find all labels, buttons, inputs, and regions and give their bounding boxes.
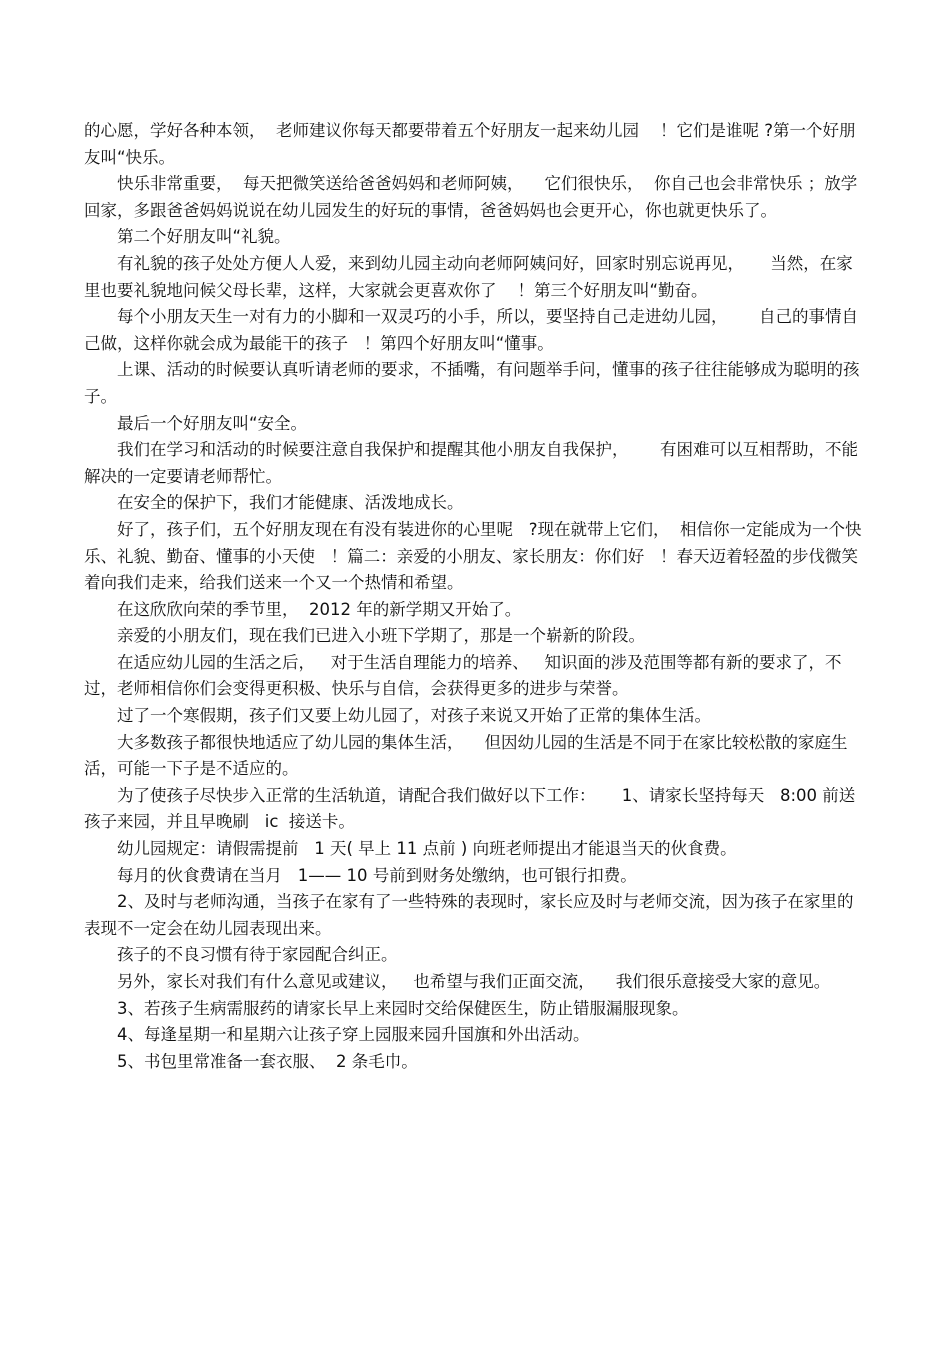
paragraph: 第二个好朋友叫“礼貌。 xyxy=(117,227,291,247)
paragraph: 最后一个好朋友叫“安全。 xyxy=(117,413,308,433)
paragraph: 上课、活动的时候要认真听请老师的要求，不插嘴，有问题举手问，懂事的孩子往往能够成为聪明的孩子。 xyxy=(84,360,860,406)
paragraph: 3、若孩子生病需服药的请家长早上来园时交给保健医生，防止错服漏服现象。 xyxy=(117,998,689,1018)
paragraph: 为了使孩子尽快步入正常的生活轨道，请配合我们做好以下工作： 1、请家长坚持每天 8:00 前送孩子来园，并且早晚刷 ic 接送卡。 xyxy=(84,785,856,832)
paragraph: 快乐非常重要， 每天把微笑送给爸爸妈妈和老师阿姨， 它们很快乐， 你自己也会非常快乐 ；放学回家，多跟爸爸妈妈说说在幼儿园发生的好玩的事情，爸爸妈妈也会更开心，你也就更快乐了。 xyxy=(84,174,858,220)
paragraph: 在安全的保护下，我们才能健康、活泼地成长。 xyxy=(117,493,464,513)
paragraph: 每个小朋友天生一对有力的小脚和一双灵巧的小手，所以，要坚持自己走进幼儿园， 自己的事情自己做，这样你就会成为最能干的孩子 ！第四个好朋友叫“懂事。 xyxy=(84,307,858,353)
paragraph: 2、及时与老师沟通，当孩子在家有了一些特殊的表现时，家长应及时与老师交流，因为孩子在家里的表现不一定会在幼儿园表现出来。 xyxy=(84,892,854,938)
paragraph: 有礼貌的孩子处处方便人人爱，来到幼儿园主动向老师阿姨问好，回家时别忘说再见， 当然，在家里也要礼貌地问候父母长辈，这样，大家就会更喜欢你了 ！第三个好朋友叫“勤奋。 xyxy=(84,253,853,300)
paragraph: 4、每逢星期一和星期六让孩子穿上园服来园升国旗和外出活动。 xyxy=(117,1025,590,1045)
paragraph: 亲爱的小朋友们，现在我们已进入小班下学期了，那是一个崭新的阶段。 xyxy=(117,626,645,646)
document-body xyxy=(84,118,866,1075)
paragraph: 我们在学习和活动的时候要注意自我保护和提醒其他小朋友自我保护， 有困难可以互相帮助，不能解决的一定要请老师帮忙。 xyxy=(84,440,858,486)
paragraph: 的心愿，学好各种本领， 老师建议你每天都要带着五个好朋友一起来幼儿园 ！它们是谁呢 ?第一个好朋友叫“快乐。 xyxy=(84,121,856,167)
paragraph: 大多数孩子都很快地适应了幼儿园的集体生活， 但因幼儿园的生活是不同于在家比较松散的家庭生活，可能一下子是不适应的。 xyxy=(84,732,848,779)
paragraph: 好了，孩子们，五个好朋友现在有没有装进你的心里呢 ?现在就带上它们， 相信你一定能成为一个快乐、礼貌、勤奋、懂事的小天使 ！篇二：亲爱的小朋友、家长朋友：你们好 ！春天迈着轻盈的步伐微笑着向我们走来，给我们送来一个又一个热情和希望。 xyxy=(84,519,862,593)
paragraph: 幼儿园规定：请假需提前 1 天( 早上 11 点前 ) 向班老师提出才能退当天的伙食费。 xyxy=(117,839,737,859)
paragraph: 孩子的不良习惯有待于家园配合纠正。 xyxy=(117,945,398,965)
paragraph: 每月的伙食费请在当月 1—— 10 号前到财务处缴纳，也可银行扣费。 xyxy=(117,865,637,885)
paragraph: 5、书包里常准备一套衣服、 2 条毛巾。 xyxy=(117,1051,418,1071)
paragraph: 在这欣欣向荣的季节里， 2012 年的新学期又开始了。 xyxy=(117,599,522,619)
paragraph: 在适应幼儿园的生活之后， 对于生活自理能力的培养、 知识面的涉及范围等都有新的要求了，不过，老师相信你们会变得更积极、快乐与自信，会获得更多的进步与荣誉。 xyxy=(84,652,842,699)
paragraph: 另外，家长对我们有什么意见或建议， 也希望与我们正面交流， 我们很乐意接受大家的意见。 xyxy=(117,972,831,991)
paragraph: 过了一个寒假期，孩子们又要上幼儿园了，对孩子来说又开始了正常的集体生活。 xyxy=(117,706,711,726)
